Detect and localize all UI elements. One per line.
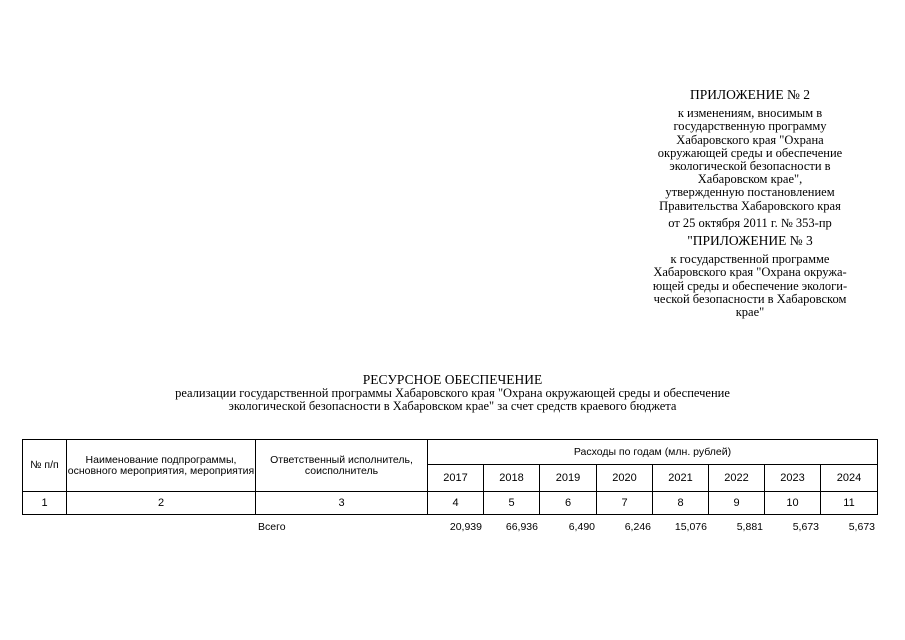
appendix-title-2: "ПРИЛОЖЕНИЕ № 3 — [687, 233, 813, 249]
total-value-2018: 66,936 — [505, 521, 538, 533]
appendix-line: государственную программу — [673, 119, 827, 134]
column-number: 7 — [597, 492, 653, 515]
total-value-2019: 6,490 — [568, 521, 595, 533]
year-header: 2019 — [540, 465, 597, 492]
col-header-expenses: Расходы по годам (млн. рублей) — [428, 440, 878, 465]
year-header: 2023 — [765, 465, 821, 492]
appendix-line: утвержденную постановлением — [665, 185, 835, 200]
appendix-line-2: ческой безопасности в Хабаровском — [653, 291, 847, 306]
appendix-line-2: ющей среды и обеспечение экологи- — [652, 278, 848, 293]
appendix-note — [620, 88, 880, 319]
appendix-line: Хабаровского края "Охрана — [676, 132, 824, 147]
column-number: 4 — [428, 492, 484, 515]
year-header: 2020 — [597, 465, 653, 492]
year-header: 2017 — [428, 465, 484, 492]
appendix-line: Хабаровском крае", — [697, 172, 803, 187]
year-header: 2018 — [484, 465, 540, 492]
column-number: 11 — [821, 492, 878, 515]
column-number: 10 — [765, 492, 821, 515]
year-header: 2022 — [709, 465, 765, 492]
column-number: 8 — [653, 492, 709, 515]
column-number: 9 — [709, 492, 765, 515]
column-number: 6 — [540, 492, 597, 515]
document-title: РЕСУРСНОЕ ОБЕСПЕЧЕНИЕ — [362, 372, 543, 387]
total-value-2021: 15,076 — [674, 521, 707, 533]
resource-table — [22, 439, 878, 515]
subtitle-line: экологической безопасности в Хабаровском крае" за счет средств краевого бюджета — [228, 399, 677, 414]
appendix-line-2: к государственной программе — [670, 252, 830, 267]
col-header-num: № п/п — [23, 440, 67, 492]
appendix-line: окружающей среды и обеспечение — [657, 145, 843, 160]
column-number: 5 — [484, 492, 540, 515]
total-value-2020: 6,246 — [624, 521, 651, 533]
year-header: 2021 — [653, 465, 709, 492]
year-header: 2024 — [821, 465, 878, 492]
column-number: 3 — [256, 492, 428, 515]
column-number-row — [23, 492, 878, 515]
total-value-2023: 5,673 — [792, 521, 819, 533]
total-label: Всего — [258, 521, 286, 533]
appendix-line-2: крае" — [735, 305, 765, 320]
appendix-line-2: Хабаровского края "Охрана окружа- — [653, 265, 847, 280]
column-number: 1 — [23, 492, 67, 515]
total-value-2017: 20,939 — [449, 521, 482, 533]
col-header-executor: Ответственный исполнитель, соисполнитель — [256, 440, 428, 492]
col-header-name: Наименование подпрограммы, основного мероприятия, мероприятия — [67, 440, 256, 492]
subtitle-line: реализации государственной программы Хабаровского края "Охрана окружающей среды и обеспечение — [175, 386, 730, 400]
appendix-line: к изменениям, вносимым в — [677, 106, 823, 121]
document-subtitle — [0, 387, 905, 413]
total-value-2024: 5,673 — [848, 521, 875, 533]
appendix-line: Правительства Хабаровского края — [659, 198, 841, 213]
column-number: 2 — [67, 492, 256, 515]
total-value-2022: 5,881 — [736, 521, 763, 533]
appendix-line: экологической безопасности в — [669, 159, 831, 174]
appendix-date: от 25 октября 2011 г. № 353-пр — [668, 215, 832, 230]
appendix-title: ПРИЛОЖЕНИЕ № 2 — [689, 87, 811, 102]
